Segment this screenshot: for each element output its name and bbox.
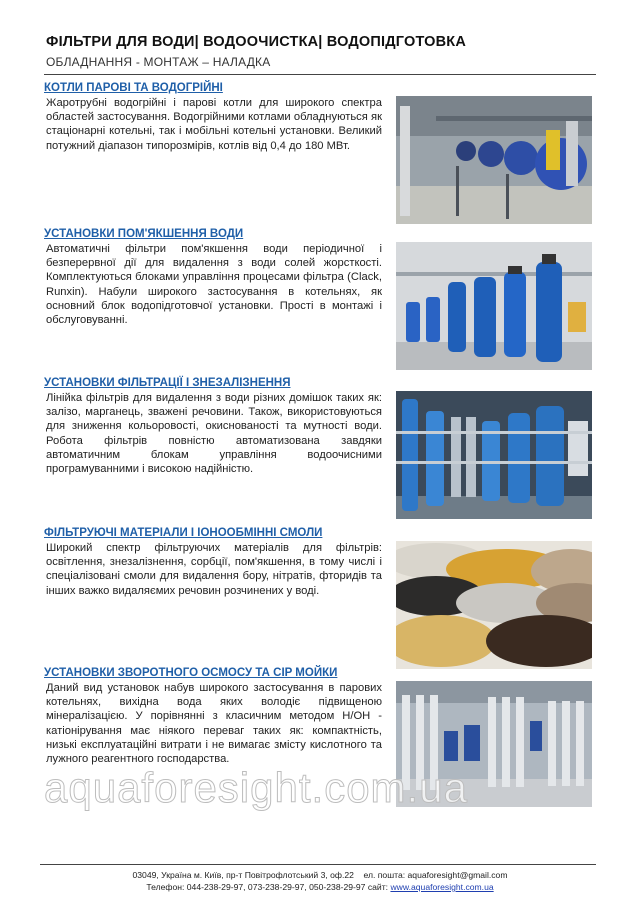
footer-divider	[40, 864, 596, 865]
footer-address: 03049, Україна м. Київ, пр-т Повітрофлотський 3, оф.22	[132, 870, 354, 880]
filter-media-photo	[396, 541, 592, 669]
footer-phone-line	[0, 882, 640, 892]
watermark-text: aquaforesight.com.ua	[44, 764, 468, 811]
section-filtration	[44, 377, 596, 522]
section-text: Автоматичні фільтри пом'якшення води періодичної і безперервної дії для видалення з води солей жорсткості. Комплектуються блоками управління процесами фільтра (Clack, Runxin). Набули широкого застосування в котельнях, як основний блок водопідготовчої установки. Прості в монтажі і обслуговуванні.	[46, 243, 382, 327]
section-softening	[44, 228, 596, 373]
footer-email[interactable]: aquaforesight@gmail.com	[407, 870, 508, 880]
section-media	[44, 527, 596, 672]
footer-email-label: ел. пошта:	[363, 870, 406, 880]
section-text: Жаротрубні водогрійні і парові котли для широкого спектра областей застосування. Водогрійними котлами обладнуються як стаціонарні котельні, так і мобільні котельні установки. Великий потужний діапазон типорозмірів, котлів від 0,4 до 180 МВт.	[46, 97, 382, 152]
page-title: ФІЛЬТРИ ДЛЯ ВОДИ| ВОДООЧИСТКА| ВОДОПІДГОТОВКА	[46, 34, 467, 50]
header-divider	[44, 74, 596, 75]
section-text: Даний вид установок набув широкого застосування в парових котельнях, вихідна вода яких володіє підвищеною мінералізацією. У порівнянні з класичним методом Н/ОН - катіонірування має ніякого переваг таких як: компактність, низькі експлуатаційні витрати і не вимагає змісту кислотного та лужного реагентного господарства.	[46, 682, 382, 766]
softening-tanks-photo	[396, 242, 592, 370]
section-heading: КОТЛИ ПАРОВІ ТА ВОДОГРІЙНІ	[44, 82, 223, 94]
footer-site-label: сайт:	[367, 882, 389, 892]
reverse-osmosis-photo	[396, 681, 592, 807]
footer-contact-line	[0, 870, 640, 880]
page-subtitle: ОБЛАДНАННЯ - МОНТАЖ – НАЛАДКА	[46, 55, 271, 69]
section-reverse-osmosis	[44, 667, 596, 817]
section-text: Лінійка фільтрів для видалення з води різних домішок таких як: залізо, марганець, зважені речовини. Також, використовуються для зниження кольоровості, окиснованості та мутності води. Робота фільтрів повністю автоматизована завдяки автоматичним блокам управління водоочисними програмуванними і високою надійністю.	[46, 392, 382, 476]
footer-phones: Телефон: 044-238-29-97, 073-238-29-97, 050-238-29-97	[146, 882, 366, 892]
section-heading: УСТАНОВКИ ПОМ'ЯКШЕННЯ ВОДИ	[44, 228, 244, 240]
footer-site-link[interactable]: www.aquaforesight.com.ua	[390, 882, 494, 892]
filtration-plant-photo	[396, 391, 592, 519]
section-heading: ФІЛЬТРУЮЧІ МАТЕРІАЛИ І ІОНООБМІННІ СМОЛИ	[44, 527, 323, 539]
section-heading: УСТАНОВКИ ФІЛЬТРАЦІЇ І ЗНЕЗАЛІЗНЕННЯ	[44, 377, 291, 389]
section-heading: УСТАНОВКИ ЗВОРОТНОГО ОСМОСУ ТА CIP МОЙКИ	[44, 667, 338, 679]
section-text: Широкий спектр фільтруючих матеріалів для фільтрів: освітлення, знезалізнення, сорбції, пом'якшення, в тому числі і спеціалізовані смоли для видалення бору, нітратів, фторидів та інших важко видаляємих речовин розчинених у воді.	[46, 542, 382, 597]
boiler-room-photo	[396, 96, 592, 224]
section-boilers	[44, 82, 596, 227]
